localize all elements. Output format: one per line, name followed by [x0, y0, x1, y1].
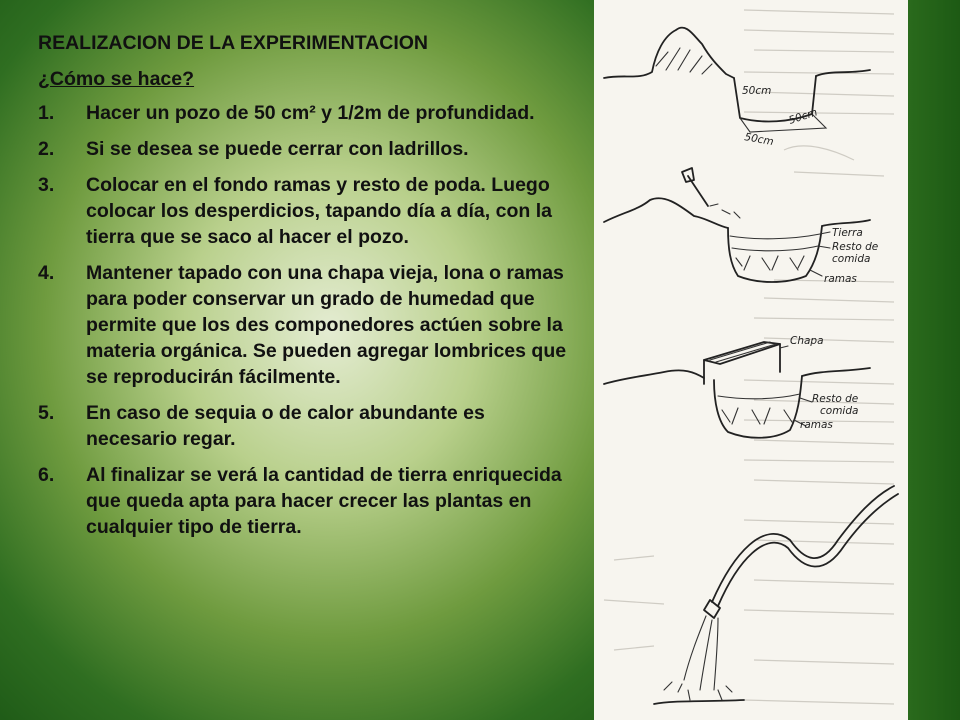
step-item: [38, 400, 578, 452]
cover-food-label-2: comida: [820, 405, 859, 417]
pit-sketch: [604, 28, 870, 148]
compost-sketch: [594, 0, 908, 720]
step-number: 4.: [38, 262, 55, 284]
branches-label: ramas: [824, 273, 857, 285]
step-text: Si se desea se puede cerrar con ladrillos.: [86, 138, 469, 160]
metal-sheet-icon: [704, 342, 780, 364]
step-text: Hacer un pozo de 50 cm² y 1/2m de profundidad.: [86, 102, 535, 124]
step-item: [38, 462, 578, 540]
show-through-texture: [604, 10, 894, 704]
step-number: 1.: [38, 102, 55, 124]
pit-depth-label: 50cm: [742, 85, 772, 97]
soil-label: Tierra: [832, 227, 863, 239]
right-decorative-band: [908, 0, 960, 720]
step-item: [38, 172, 578, 250]
slide-subtitle: ¿Cómo se hace?: [38, 68, 195, 90]
step-text: Colocar en el fondo ramas y resto de poda. Luego colocar los desperdicios, tapando día a día, con la tierra que se saco al hacer el pozo.: [86, 174, 552, 248]
step-item: [38, 100, 578, 126]
food-label-2: comida: [832, 253, 871, 265]
slide-text-block: [38, 30, 578, 550]
hose-icon: [712, 486, 894, 602]
step-item: [38, 136, 578, 162]
cover-food-label-1: Resto de: [812, 393, 859, 405]
steps-list: [38, 100, 578, 540]
step-number: 6.: [38, 464, 55, 486]
sheet-label: Chapa: [790, 335, 824, 347]
layered-pit-sketch: [604, 168, 878, 285]
step-number: 5.: [38, 402, 55, 424]
pit-length-label: 50cm: [787, 106, 819, 127]
covered-pit-sketch: [604, 335, 870, 438]
pit-width-label: 50cm: [743, 131, 775, 149]
step-text: Al finalizar se verá la cantidad de tierra enriquecida que queda apta para hacer crecer las plantas en cualquier tipo de tierra.: [86, 464, 562, 538]
step-number: 3.: [38, 174, 55, 196]
slide-title: REALIZACION DE LA EXPERIMENTACION: [38, 32, 429, 54]
step-item: [38, 260, 578, 390]
step-text: En caso de sequia o de calor abundante es necesario regar.: [86, 402, 485, 450]
step-text: Mantener tapado con una chapa vieja, lona o ramas para poder conservar un grado de humedad que permite que los des componedores actúen sobre la materia orgánica. Se pueden agregar lombrices que se reproducirán fácilmente.: [86, 262, 567, 388]
compost-illustration: [594, 0, 908, 720]
cover-branches-label: ramas: [800, 419, 833, 431]
watering-hose-sketch: [654, 486, 898, 704]
step-number: 2.: [38, 138, 55, 160]
food-label-1: Resto de: [832, 241, 879, 253]
